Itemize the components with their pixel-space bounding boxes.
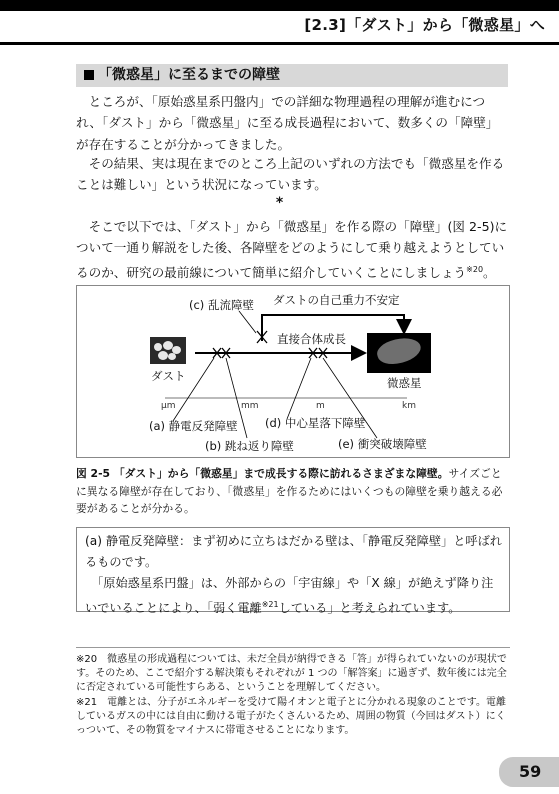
label-e-fragmentation: (e) 衝突破壊障壁 bbox=[338, 437, 427, 451]
figure-caption-text: サイズごとに異なる障壁が存在しており、「微惑星」を作るためにはいくつもの障壁を乗り越える必要があることが分かる。 bbox=[76, 467, 503, 515]
footnote-ref-21[interactable]: ※21 bbox=[261, 600, 279, 609]
label-dust: ダスト bbox=[151, 369, 186, 383]
explanation-box bbox=[76, 527, 510, 616]
body-paragraph-1: ところが、「原始惑星系円盤内」での詳細な物理過程の理解が進むにつれ、「ダスト」から「微惑星」に至る成長過程において、数多くの「障壁」が存在することが分かってきました。 bbox=[76, 94, 499, 152]
scale-tick-um: μm bbox=[161, 401, 176, 411]
scale-tick-m: m bbox=[316, 401, 325, 411]
label-c-turbulence: (c) 乱流障壁 bbox=[189, 298, 254, 312]
body-paragraph-3 bbox=[76, 216, 510, 283]
header-rule bbox=[0, 42, 559, 45]
chapter-title: [2.3]「ダスト」から「微惑星」へ bbox=[304, 16, 545, 34]
figure-diagram bbox=[77, 286, 511, 459]
leader-d bbox=[287, 358, 311, 419]
footnote-rule bbox=[76, 647, 510, 648]
square-bullet-icon bbox=[84, 70, 94, 80]
header-top-bar bbox=[0, 0, 559, 11]
figure-caption bbox=[76, 465, 512, 518]
footnote-21: ※21 電離とは、分子がエネルギーを受けて陽イオンと電子とに分かれる現象のことです。電離しているガスの中には自由に動ける電子がたくさんいるため、周囲の物質（今回はダスト）にくっついて、その物質をマイナスに帯電させることになります。 bbox=[76, 697, 507, 736]
leader-a bbox=[173, 358, 214, 421]
figure-2-5 bbox=[76, 285, 510, 458]
leader-c bbox=[239, 311, 256, 333]
box-paragraph-2-text-b: している」と考えられています。 bbox=[278, 601, 461, 616]
body-paragraph-3-end: 。 bbox=[483, 264, 496, 280]
section-heading-text: 「微惑星」に至るまでの障壁 bbox=[98, 67, 280, 83]
section-heading bbox=[76, 64, 508, 87]
box-paragraph-1: (a) 静電反発障壁：まず初めに立ちはだかる壁は、「静電反発障壁」と呼ばれるものです。 bbox=[85, 534, 502, 569]
page-number: 59 bbox=[499, 757, 559, 787]
scale-tick-mm: mm bbox=[241, 401, 259, 411]
label-direct-growth: 直接合体成長 bbox=[277, 332, 346, 346]
dust-photo bbox=[150, 337, 186, 364]
footnote-ref-20[interactable]: ※20 bbox=[466, 264, 484, 274]
label-a-electrostatic: (a) 静電反発障壁 bbox=[149, 419, 238, 433]
figure-caption-title: 図 2-5 「ダスト」から「微惑星」まで成長する際に訪れるさまざまな障壁。 bbox=[76, 467, 449, 480]
body-paragraph-3-text: そこで以下では、「ダスト」から「微惑星」を作る際の「障壁」(図 2-5)について一通り解説をした後、各障壁をどのようにして乗り越えようとしているのか、研究の最前線について簡単に紹介していくことにしましょう bbox=[76, 219, 508, 280]
label-d-radial-drift: (d) 中心星落下障壁 bbox=[265, 416, 366, 430]
body-paragraph-2: その結果、実は現在までのところ上記のいずれの方法でも「微惑星を作ることは難しい」という状況になっています。 bbox=[76, 156, 505, 193]
box-paragraph-2-text-a: 「原始惑星系円盤」は、外部からの「宇宙線」や「X 線」が絶えず降り注いでいることにより、「弱く電離 bbox=[85, 576, 494, 616]
section-separator: * bbox=[275, 195, 284, 211]
footnote-20: ※20 微惑星の形成過程については、未だ全員が納得できる「答」が得られていないのが現状です。そのため、ここで紹介する解決策もそれぞれが 1 つの「解答案」に過ぎず、数年後には完全に否定されている可能性すらある、ということを理解してください。 bbox=[76, 654, 507, 693]
scale-tick-km: km bbox=[402, 401, 416, 411]
box-paragraph-2 bbox=[85, 573, 503, 619]
label-planetesimal: 微惑星 bbox=[387, 376, 422, 390]
label-b-bounce: (b) 跳ね返り障壁 bbox=[205, 439, 294, 453]
label-gravitational-instability: ダストの自己重力不安定 bbox=[273, 293, 400, 307]
planetesimal-photo bbox=[367, 333, 431, 373]
